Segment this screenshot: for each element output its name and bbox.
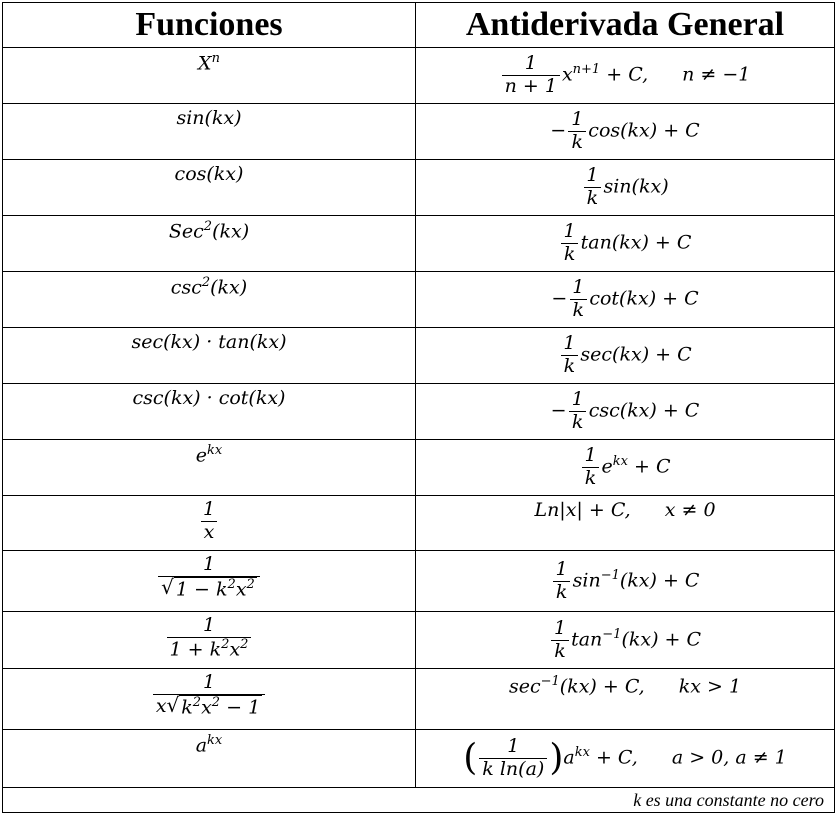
function-cell: Sec$^2$(kx) [3, 216, 416, 272]
table-row [3, 272, 835, 328]
function-cell: 1 √ $1 - k^2x^2$ [3, 551, 416, 612]
table-row [3, 48, 835, 104]
antiderivative-cell: $\frac{1}{k}$ $\sin^{-1}(kx) + C$ [416, 551, 835, 612]
header-antiderivative: Antiderivada General [416, 3, 835, 48]
function-cell: sec(kx) · tan(kx) [3, 328, 416, 384]
table-row [3, 384, 835, 440]
function-cell: $X^n$ [3, 48, 416, 104]
footnote-row [3, 788, 835, 813]
function-cell: $a^{kx}$ [3, 730, 416, 788]
function-cell: sin(kx) [3, 104, 416, 160]
antiderivative-cell: $\sec^{-1}(kx) + C$, kx > 1 [416, 669, 835, 730]
table-row [3, 496, 835, 551]
antiderivative-cell: − $\frac{1}{k}$ csc(kx) + C [416, 384, 835, 440]
table-row [3, 669, 835, 730]
header-functions: Funciones [3, 3, 416, 48]
antiderivative-table [2, 2, 835, 813]
function-cell: $e^{kx}$ [3, 440, 416, 496]
table-row [3, 216, 835, 272]
header-row [3, 3, 835, 48]
antiderivative-cell: − $\frac{1}{k}$ cot(kx) + C [416, 272, 835, 328]
table-row [3, 551, 835, 612]
antiderivative-cell: $\frac{1}{k}$ $e^{kx} + C$ [416, 440, 835, 496]
table-row [3, 440, 835, 496]
antiderivative-cell: − $\frac{1}{k}$ cos(kx) + C [416, 104, 835, 160]
antiderivative-cell: $\frac{1}{k}$ $\tan^{-1}(kx) + C$ [416, 612, 835, 669]
footnote: k es una constante no cero [3, 788, 835, 813]
table-row [3, 160, 835, 216]
antiderivative-cell: $\frac{1}{n + 1}$ $x^{n+1} + C$, n ≠ −1 [416, 48, 835, 104]
antiderivative-cell: $\frac{1}{k}$ sin(kx) [416, 160, 835, 216]
antiderivative-cell: $\frac{1}{k}$ sec(kx) + C [416, 328, 835, 384]
table-row [3, 612, 835, 669]
table-row [3, 730, 835, 788]
antiderivative-cell: Ln|x| + C, x ≠ 0 [416, 496, 835, 551]
table-row [3, 104, 835, 160]
function-cell: csc(kx) · cot(kx) [3, 384, 416, 440]
table-row [3, 328, 835, 384]
antiderivative-cell: $\frac{1}{k}$ tan(kx) + C [416, 216, 835, 272]
function-cell: $\csc^2(kx)$ [3, 272, 416, 328]
function-cell: cos(kx) [3, 160, 416, 216]
function-cell: 1 x √ $k^2x^2 - 1$ [3, 669, 416, 730]
function-cell: $\frac{1}{x}$ [3, 496, 416, 551]
function-cell: $\frac{1}{1 + k^2x^2}$ [3, 612, 416, 669]
antiderivative-cell: ( $\frac{1}{\text{k ln(a)}}$ )$a^{kx} + C$, a > 0, a ≠ 1 [416, 730, 835, 788]
